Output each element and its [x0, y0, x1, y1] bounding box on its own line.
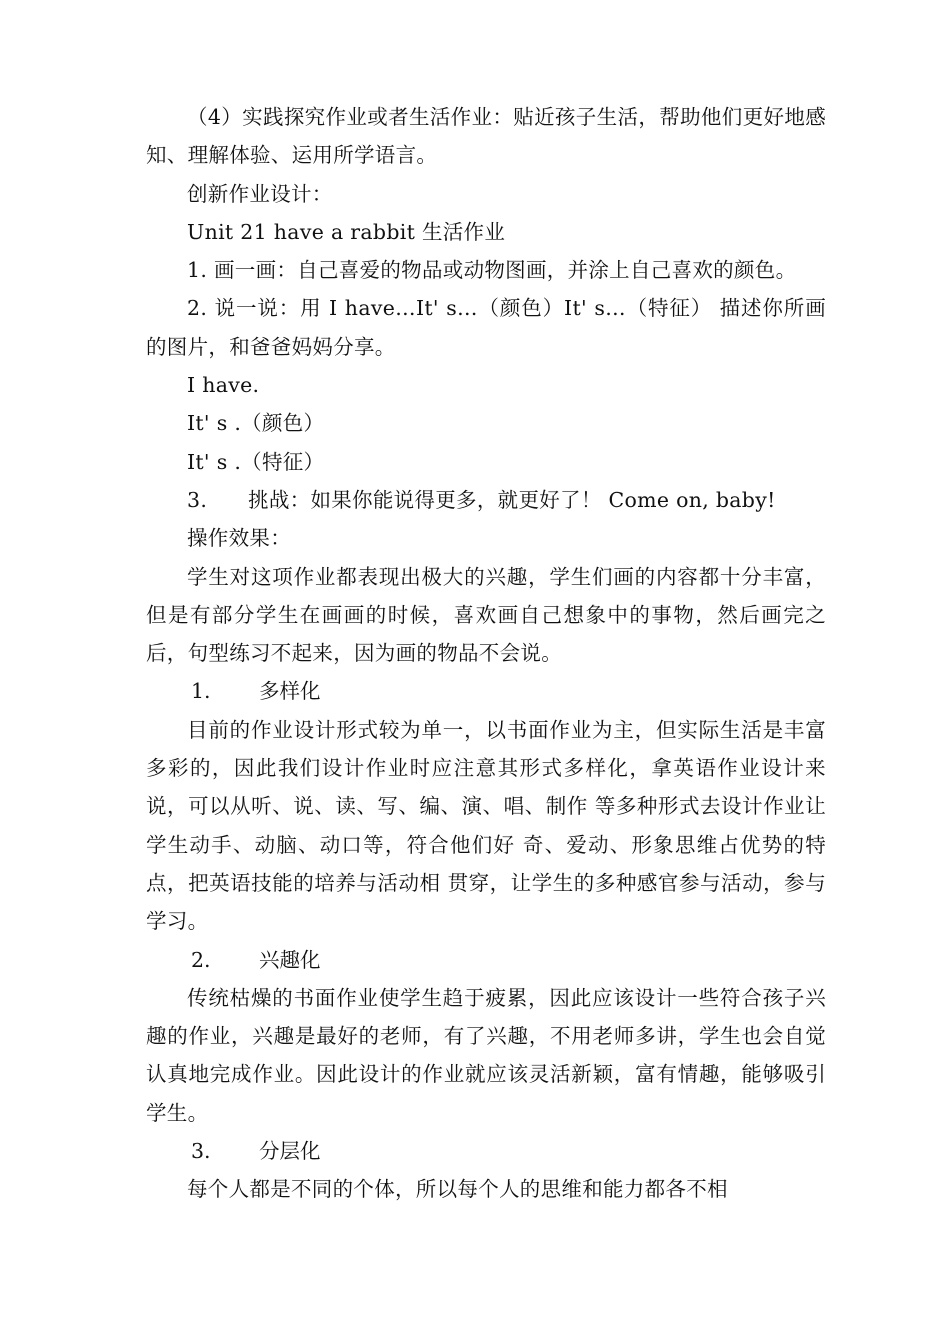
- paragraph-task-draw: 1. 画一画：自己喜爱的物品或动物图画，并涂上自己喜欢的颜色。: [187, 258, 797, 283]
- paragraph-effect-body: 学生对这项作业都表现出极大的兴趣，学生们画的内容都十分丰富，但是有部分学生在画画的时候，喜欢画自己想象中的事物，然后画完之后，句型练习不起来，因为画的物品不会说。: [146, 564, 826, 666]
- section-number: 2.: [191, 947, 211, 972]
- paragraph-innovative-design-heading: 创新作业设计：: [187, 181, 333, 206]
- section-title: 分层化: [259, 1139, 321, 1164]
- paragraph-unit-title: Unit 21 have a rabbit 生活作业: [187, 219, 506, 244]
- section-number: 1.: [191, 679, 211, 704]
- paragraph-pattern-color: It' s .（颜色）: [187, 411, 325, 436]
- section-title: 多样化: [259, 679, 321, 704]
- paragraph-pattern-feature: It' s .（特征）: [187, 449, 325, 474]
- section-body-diversified: 目前的作业设计形式较为单一，以书面作业为主，但实际生活是丰富多彩的，因此我们设计作业时应注意其形式多样化，拿英语作业设计来说，可以从听、说、读、写、编、演、唱、制作 等多种形式去设计作业让学生动手、动脑、动口等，符合他们好 奇、爱动、形象思维占优势的特点，把英语技能的培养与活动相 贯穿，让学生的多种感官参与活动，参与学习。: [146, 717, 826, 934]
- paragraph-effect-heading: 操作效果：: [187, 526, 291, 551]
- section-heading-interest: [146, 941, 826, 979]
- paragraph-pattern-have: I have.: [187, 373, 260, 398]
- paragraph-practice-homework: （4）实践探究作业或者生活作业：贴近孩子生活，帮助他们更好地感知、理解体验、运用所学语言。: [146, 105, 826, 168]
- document-body: [146, 98, 826, 1209]
- paragraph-task-speak: 2. 说一说：用 I have…It' s…（颜色）It' s…（特征） 描述你所画的图片，和爸爸妈妈分享。: [146, 296, 826, 359]
- section-title: 兴趣化: [259, 947, 321, 972]
- section-heading-diversified: [146, 672, 826, 710]
- section-number: 3.: [191, 1139, 211, 1164]
- section-body-interest: 传统枯燥的书面作业使学生趋于疲累，因此应该设计一些符合孩子兴趣的作业，兴趣是最好的老师，有了兴趣，不用老师多讲，学生也会自觉认真地完成作业。因此设计的作业就应该灵活新颖，富有情趣，能够吸引学生。: [146, 985, 826, 1125]
- section-body-layered: 每个人都是不同的个体，所以每个人的思维和能力都各不相: [187, 1177, 728, 1202]
- paragraph-task-challenge: 3. 挑战：如果你能说得更多，就更好了！ Come on, baby!: [187, 487, 776, 512]
- section-heading-layered: [146, 1132, 826, 1170]
